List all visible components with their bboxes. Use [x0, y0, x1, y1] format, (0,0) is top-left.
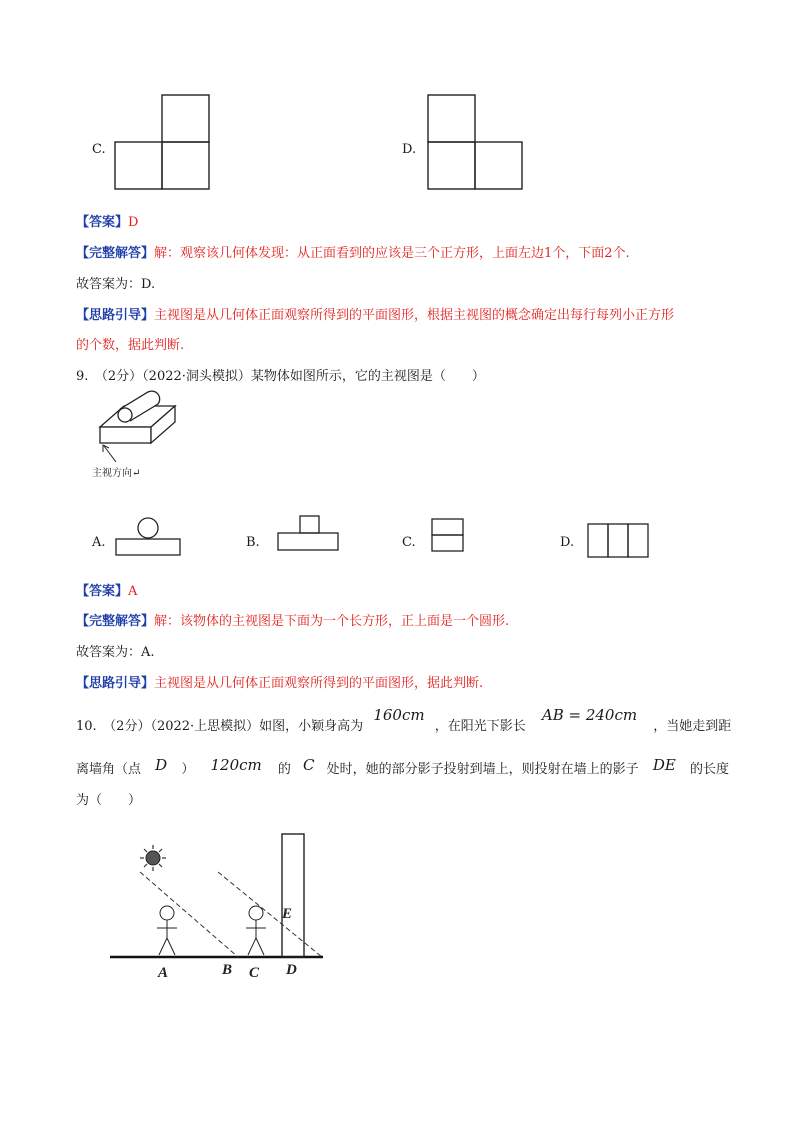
solution-tag: 【完整解答】: [76, 614, 155, 629]
q10-height: 160cm: [373, 706, 425, 724]
q10-l2-d: 处时，她的部分影子投射到墙上，则投射在墙上的影子: [326, 762, 639, 777]
q10-l2-b: ）: [181, 762, 195, 777]
q10-point-c: C: [303, 756, 315, 774]
ray-2: [218, 872, 322, 957]
label-c: C: [249, 965, 260, 981]
q10-segment-de: DE: [652, 756, 676, 774]
answer-tag: 【答案】: [76, 584, 129, 599]
answer-tag: 【答案】: [76, 215, 129, 230]
label-a: A: [158, 965, 169, 981]
q10-stem-start: 10. （2分）（2022·上思模拟）如图，小颖身高为: [76, 719, 364, 734]
q9-conclusion: 故答案为：A.: [76, 645, 155, 660]
answer-value: D: [128, 215, 139, 230]
wall: [282, 834, 304, 957]
option-d-label: D.: [402, 142, 417, 157]
q10-l2-e: 的长度: [689, 762, 729, 777]
idea-text: 主视图是从几何体正面观察所得到的平面图形，据此判断.: [154, 676, 484, 691]
q8-conclusion: 故答案为：D.: [76, 277, 156, 292]
q10-shadow-ab: AB = 240cm: [541, 706, 638, 724]
solution-text: 解：该物体的主视图是下面为一个长方形，正上面是一个圆形.: [154, 614, 510, 629]
q9-option-c-label: C.: [402, 535, 416, 550]
view-direction-label: 主视方向↵: [92, 468, 141, 479]
q10-distance: 120cm: [210, 756, 262, 774]
solution-text: 解：观察该几何体发现：从正面看到的应该是三个正方形，上面左边1个，下面2个.: [154, 246, 630, 261]
ray-1: [140, 872, 238, 957]
label-e: E: [282, 906, 293, 922]
idea-tag: 【思路引导】: [76, 308, 155, 323]
sun-icon: [140, 845, 166, 871]
person-at-c: [246, 906, 266, 955]
q10-stem-mid2: ，当她走到距: [653, 719, 732, 734]
q10-l2-a: 离墙角（点: [76, 762, 142, 777]
q10-stem-mid1: ，在阳光下影长: [434, 719, 526, 734]
q9-option-a-label: A.: [92, 535, 106, 550]
q9-option-b-label: B.: [246, 535, 260, 550]
solution-tag: 【完整解答】: [76, 246, 155, 261]
q9-stem: 9. （2分）（2022·洞头模拟）某物体如图所示，它的主视图是（ ）: [76, 369, 485, 384]
idea-tag: 【思路引导】: [76, 676, 155, 691]
person-at-a: [157, 906, 177, 955]
q10-line-3: 为（ ）: [76, 793, 142, 808]
q9-option-d-label: D.: [560, 535, 575, 550]
q10-point-d: D: [155, 756, 168, 774]
label-b: B: [222, 962, 233, 978]
label-d: D: [286, 962, 297, 978]
option-c-label: C.: [92, 142, 106, 157]
q8-idea-cont: 的个数，据此判断.: [76, 338, 185, 353]
idea-text: 主视图是从几何体正面观察所得到的平面图形，根据主视图的概念确定出每行每列小正方形: [154, 308, 675, 323]
answer-value: A: [128, 584, 138, 599]
q10-l2-c: 的: [277, 762, 291, 777]
